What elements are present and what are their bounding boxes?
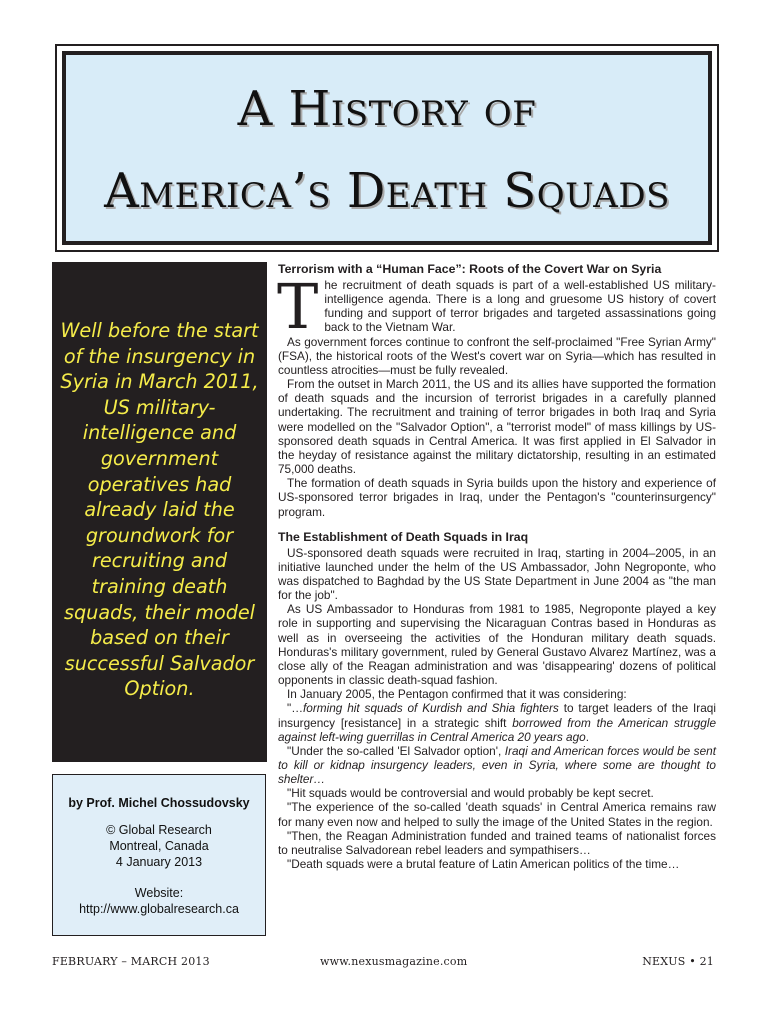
quote-paragraph: "The experience of the so-called 'death squads' in Central America remains raw for many even now and helped to sully the image of the United States in the region.	[278, 800, 716, 829]
quote-paragraph	[278, 744, 716, 786]
title-box	[55, 44, 719, 252]
article-body	[278, 262, 716, 932]
paragraph: As US Ambassador to Honduras from 1981 to 1985, Negroponte played a key role in supporting and supervising the Nicaraguan Contras based in Honduras as well as in overseeing the activities of the Honduran military death squads. Honduras's military government, ruled by General Gustavo Alvarez Martínez, was a close ally of the Reagan administration and was 'disappearing' dozens of political opponents in classic death-squad fashion.	[278, 602, 716, 688]
author-byline: by Prof. Michel Chossudovsky	[68, 796, 250, 810]
paragraph: From the outset in March 2011, the US and its allies have supported the formation of death squads and the incursion of terrorist brigades in a carefully planned undertaking. The recruitment and training of terror brigades in both Iraq and Syria were modelled on the "Salvador Option", a "terrorist model" of mass killings by US-sponsored death squads in Central America. It was first applied in El Salvador in the heyday of resistance against the military dictatorship, resulting in an estimated 75,000 deaths.	[278, 377, 716, 477]
paragraph-text: he recruitment of death squads is part of a well-established US military-intelligence agenda. There is a long and gruesome US history of covert funding and support of terror brigades and targeted assassinations going back to the Vietnam War.	[324, 278, 716, 335]
page-title-line-2: America’s Death Squads	[104, 163, 670, 219]
quote-paragraph	[278, 701, 716, 743]
paragraph: The formation of death squads in Syria builds upon the history and experience of US-sponsored terror brigades in Iraq, under the Pentagon's "counterinsurgency" program.	[278, 476, 716, 519]
paragraph: As government forces continue to confront the self-proclaimed "Free Syrian Army" (FSA), the historical roots of the West's covert war on Syria—which has resulted in countless atrocities—must be fully revealed.	[278, 334, 716, 377]
section-heading-syria: Terrorism with a “Human Face”: Roots of the Covert War on Syria	[278, 262, 662, 276]
footer-website[interactable]: www.nexusmagazine.com	[320, 955, 468, 968]
quote-emphasis: borrowed from the American struggle against left-wing guerrillas in Central America 20 years ago	[278, 715, 717, 744]
quote-text: to target leaders of the Iraqi insurgency [resistance] in a strategic shift	[278, 701, 716, 730]
paragraph: US-sponsored death squads were recruited in Iraq, starting in 2004–2005, in an initiative launched under the helm of the US Ambassador, John Negroponte, who was dispatched to Baghdad by the US State Department in June 2004 as "the man for the job".	[278, 545, 716, 603]
footer-page-number: NEXUS • 21	[642, 955, 714, 968]
quote-paragraph: "Hit squads would be controversial and would probably be kept secret.	[287, 786, 654, 801]
copyright-line: © Global Research	[106, 823, 212, 837]
website-label: Website:	[134, 886, 184, 900]
quote-text: "…	[287, 701, 303, 716]
paragraph: In January 2005, the Pentagon confirmed that it was considering:	[287, 687, 627, 702]
footer-issue: FEBRUARY – MARCH 2013	[52, 955, 210, 968]
byline-box	[52, 774, 266, 936]
quote-paragraph: "Then, the Reagan Administration funded and trained teams of nationalist forces to neutralise Salvadorean rebel leaders and sympathisers…	[278, 828, 716, 857]
pull-quote-box	[52, 262, 267, 762]
website-link[interactable]: http://www.globalresearch.ca	[79, 902, 239, 916]
title-panel	[62, 51, 712, 245]
quote-text: "Under the so-called 'El Salvador option',	[287, 743, 505, 758]
date-line: 4 January 2013	[115, 855, 203, 869]
paragraph	[277, 270, 716, 343]
pull-quote: Well before the start of the insurgency in Syria in March 2011, US military-intelligence and government operatives had already laid the groundwork for recruiting and training death squads, their model based on their successful Salvador Option.	[60, 319, 259, 701]
location-line: Montreal, Canada	[109, 839, 209, 853]
quote-text: .	[585, 729, 590, 744]
quote-emphasis: forming hit squads of Kurdish and Shia fighters	[303, 701, 559, 716]
byline-details	[53, 822, 265, 917]
quote-emphasis: Iraqi and American forces would be sent to kill or kidnap insurgency leaders, even in Syria, where some are thought to shelter…	[278, 743, 716, 787]
page-title-line-1: A History of	[237, 81, 537, 137]
drop-cap: T	[277, 270, 319, 343]
quote-paragraph: "Death squads were a brutal feature of Latin American politics of the time…	[287, 857, 680, 872]
section-heading-iraq: The Establishment of Death Squads in Iraq	[278, 529, 529, 544]
spacer	[53, 870, 265, 885]
